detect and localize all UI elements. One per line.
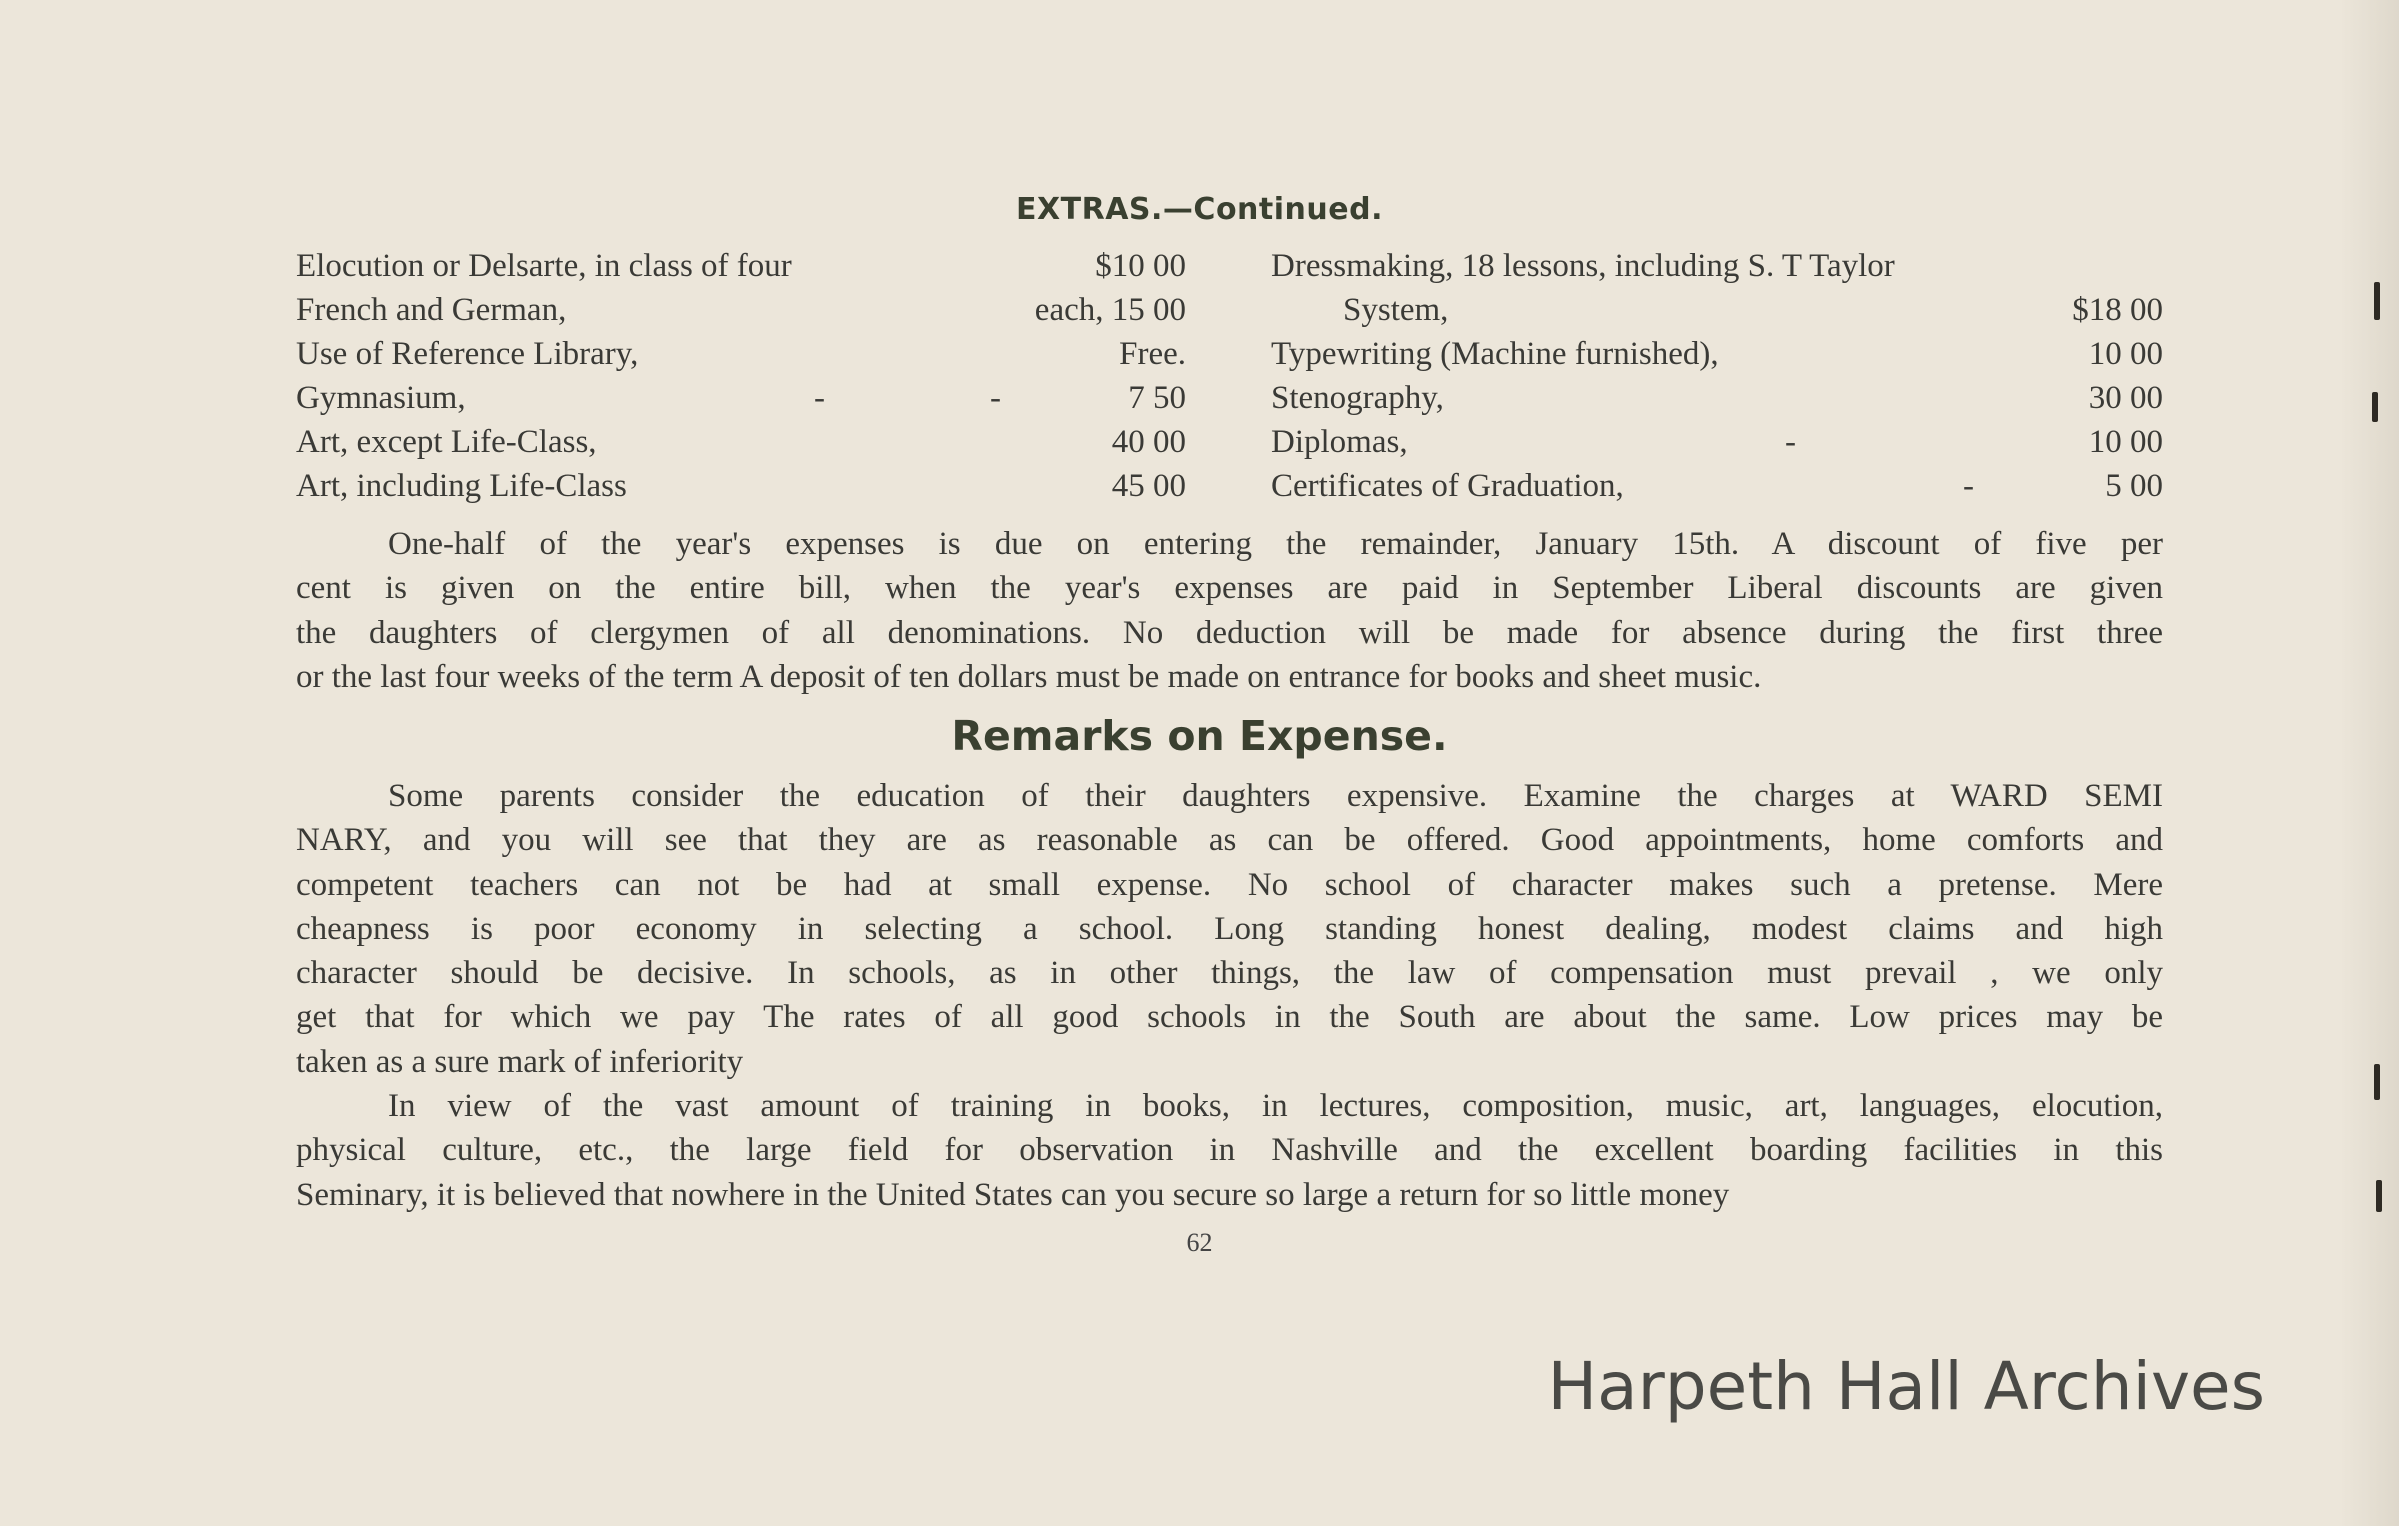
binding-mark xyxy=(2374,282,2380,320)
extras-item-label: Stenography, xyxy=(1271,380,1444,416)
extras-item-label: Dressmaking, 18 lessons, including S. T Taylor xyxy=(1271,248,1895,284)
extras-row xyxy=(1271,376,2163,420)
leader-dash: - xyxy=(814,380,825,416)
paragraph-line: physical culture, etc., the large field for observation in Nashville and the excellent boarding facilities in this xyxy=(296,1132,2163,1169)
paragraph-line: cent is given on the entire bill, when the year's expenses are paid in September Liberal discounts are given xyxy=(296,570,2163,607)
paragraph-line: competent teachers can not be had at small expense. No school of character makes such a pretense. Mere xyxy=(296,866,2163,903)
extras-row xyxy=(296,464,1186,508)
paragraph-line: cheapness is poor economy in selecting a school. Long standing honest dealing, modest claims and high xyxy=(296,910,2163,947)
paragraph-line: character should be decisive. In schools, as in other things, the law of compensation must prevail , we only xyxy=(296,955,2163,992)
extras-item-amount: each, 15 00 xyxy=(1034,292,1186,328)
binding-mark xyxy=(2374,1064,2380,1100)
extras-row xyxy=(296,376,1186,420)
extras-item-label: Typewriting (Machine furnished), xyxy=(1271,336,1719,372)
page-edge-shadow xyxy=(2339,0,2399,1526)
extras-item-label: French and German, xyxy=(296,292,567,328)
extras-row xyxy=(1271,332,2163,376)
paragraph-line: Some parents consider the education of their daughters expensive. Examine the charges at WARD SEMI xyxy=(388,778,2163,814)
paragraph-line: or the last four weeks of the term A deposit of ten dollars must be made on entrance for books and sheet music. xyxy=(296,658,1762,695)
paragraph-line: One-half of the year's expenses is due on entering the remainder, January 15th. A discount of five per xyxy=(388,526,2163,562)
extras-row xyxy=(1271,244,2163,288)
extras-row xyxy=(1271,420,2163,464)
extras-item-label: Elocution or Delsarte, in class of four xyxy=(296,248,792,284)
leader-dash: - xyxy=(1963,468,1974,504)
extras-heading: EXTRAS.—Continued. xyxy=(1016,192,1383,227)
extras-row xyxy=(296,420,1186,464)
paragraph-line: taken as a sure mark of inferiority xyxy=(296,1043,744,1080)
expenses-paragraph xyxy=(296,522,2163,699)
extras-item-label: Certificates of Graduation, xyxy=(1271,468,1624,504)
extras-row xyxy=(1271,288,2163,332)
remarks-paragraph-1 xyxy=(296,774,2163,1084)
binding-mark xyxy=(2376,1180,2382,1212)
extras-item-amount: 5 00 xyxy=(2105,468,2163,504)
extras-row xyxy=(1271,464,2163,508)
paragraph-line: get that for which we pay The rates of all good schools in the South are about the same. Low prices may be xyxy=(296,999,2163,1036)
extras-row xyxy=(296,288,1186,332)
extras-item-amount: 7 50 xyxy=(1128,380,1186,416)
extras-right-column xyxy=(1271,244,2163,508)
leader-dash: - xyxy=(1785,424,1796,460)
extras-item-amount: $10 00 xyxy=(1095,248,1186,284)
extras-item-amount: 10 00 xyxy=(2088,336,2163,372)
extras-item-amount: $18 00 xyxy=(2072,292,2163,328)
remarks-paragraph-2 xyxy=(296,1084,2163,1217)
extras-item-label: Art, except Life-Class, xyxy=(296,424,597,460)
extras-item-label: Art, including Life-Class xyxy=(296,468,627,504)
extras-item-amount: 45 00 xyxy=(1111,468,1186,504)
paragraph-line: Seminary, it is believed that nowhere in the United States can you secure so large a return for so little money xyxy=(296,1176,1730,1213)
page-number: 62 xyxy=(1186,1228,1213,1257)
extras-item-label: System, xyxy=(1343,292,1449,328)
extras-item-amount: Free. xyxy=(1119,336,1186,372)
extras-item-amount: 10 00 xyxy=(2088,424,2163,460)
paragraph-line: In view of the vast amount of training in books, in lectures, composition, music, art, languages, elocution, xyxy=(388,1088,2163,1124)
archive-watermark: Harpeth Hall Archives xyxy=(1547,1348,2265,1425)
paragraph-line: the daughters of clergymen of all denominations. No deduction will be made for absence during the first three xyxy=(296,614,2163,651)
binding-mark xyxy=(2372,392,2378,422)
extras-row xyxy=(296,244,1186,288)
extras-item-label: Diplomas, xyxy=(1271,424,1408,460)
extras-item-amount: 40 00 xyxy=(1111,424,1186,460)
extras-row xyxy=(296,332,1186,376)
extras-item-label: Gymnasium, xyxy=(296,380,466,416)
extras-item-amount: 30 00 xyxy=(2088,380,2163,416)
extras-item-label: Use of Reference Library, xyxy=(296,336,639,372)
extras-left-column xyxy=(296,244,1186,508)
leader-dash: - xyxy=(990,380,1001,416)
paragraph-line: NARY, and you will see that they are as reasonable as can be offered. Good appointments, home comforts and xyxy=(296,822,2163,859)
remarks-heading: Remarks on Expense. xyxy=(951,712,1448,760)
